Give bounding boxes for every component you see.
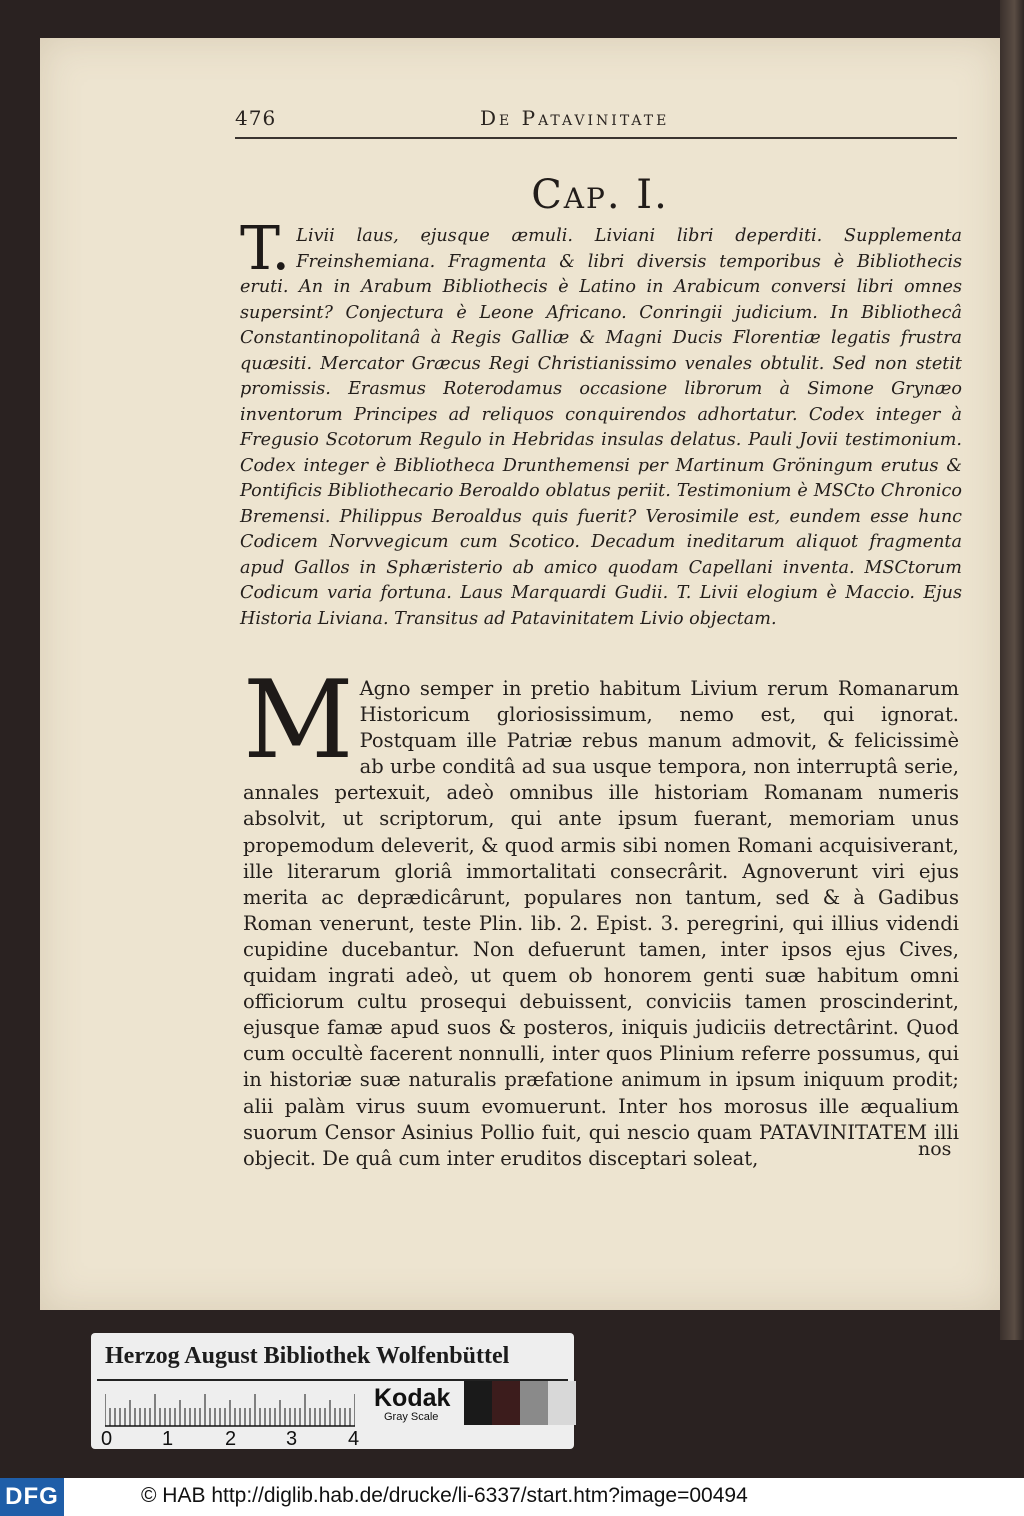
- ruler-number: 2: [225, 1428, 237, 1450]
- body-text: [243, 658, 959, 1172]
- gray-swatches: [464, 1381, 576, 1425]
- kodak-logo: Kodak: [374, 1384, 451, 1412]
- summary-text: Livii laus, ejusque æmuli. Liviani libri deperditi. Supplementa Freinshemiana. Fragmenta & libri diversis temporibus è Bibliothecis eruti. An in Arabum Bibliothecis è Latino in Arabicum conversi libri omnes supersint? Conjectura è Leone Africano. Conringii judicium. In Bibliothecâ Constantinopolitanâ à Regis Galliæ & Magni Ducis Florentiæ legatis frustra quæsiti. Mercator Græcus Regi Christianissimo venales obtulit. Sed non stetit promissis. Erasmus Roterodamus occasione librorum à Simone Grynæo inventorum Principes ad reliquos conquirendos adhortatur. Codex integer à Fregusio Scotorum Regulo in Hebridas insulas delatus. Pauli Jovii testimonium. Codex integer è Bibliotheca Drunthemensi per Martinum Gröningum erutus & Pontificis Bibliothecario Beroaldo oblatus periit. Testimonium è MSCto Chronico Bremensi. Philippus Beroaldus quis fuerit? Verosimile est, eundem esse hunc Codicem Norvvegicum cum Scotico. Decadum ineditarum aliquot fragmenta apud Gallos in Sphæristerio ab amico quodam Capellani inventa. MSCtorum Codicum varia fortuna. Laus Marquardi Gudii. T. Livii elogium è Maccio. Ejus Historia Liviana. Transitus ad Patavinitatem Livio objectam.: [240, 226, 962, 629]
- color-calibration-card: [91, 1333, 574, 1449]
- swatch: [492, 1381, 520, 1425]
- swatch: [464, 1381, 492, 1425]
- swatch: [520, 1381, 548, 1425]
- ruler-number: 4: [348, 1428, 360, 1450]
- library-name: Herzog August Bibliothek Wolfenbüttel: [105, 1343, 510, 1369]
- chapter-summary: [240, 214, 962, 632]
- catchword: nos: [918, 1138, 952, 1160]
- chapter-title: Cap. I.: [531, 172, 669, 218]
- swatch: [548, 1381, 576, 1425]
- summary-initial: T.: [240, 214, 291, 284]
- running-title: De Patavinitate: [480, 106, 670, 130]
- ruler-number: 3: [286, 1428, 298, 1450]
- body-paragraph: Agno semper in pretio habitum Livium rerum Romanarum Historicum gloriosissimum, nemo est, qui ignorat. Postquam ille Patriæ rebus manum admovit, & felicissimè ab urbe conditâ ad sua usque tempora, non interruptâ serie, annales pertexuit, adeò omnibus ille historiam Romanam numeris absolvit, ut scriptorum, qui ante ipsum fuerant, memoriam unus propemodum deleverit, & quod armis sibi nomen Romani acquisiverant, ille literarum gloriâ immortalitati consecrârit. Agnoverunt viri ejus merita ac deprædicârunt, populares non tantum, sed & à Gadibus Roman venerunt, teste Plin. lib. 2. Epist. 3. peregrini, qui illius videndi cupidine ducebantur. Non defuerunt tamen, inter ipsos ejus Cives, quidam ingrati adeò, ut quem ob honorem genti suæ habitum omni officiorum cultu prosequi debuissent, conviciis tamen proscinderint, ejusque famæ apud suos & posteros, iniquis judiciis detrectârint. Quod cum occultè facerent nonnulli, inter quos Plinium referre possumus, qui in historiæ suæ naturalis præfatione animum in ipsum iniquum prodit; alii palàm virus suum evomuerunt. Inter hos morosus ille æqualium suorum Censor Asinius Pollio fuit, qui nescio quam PATAVINITATEM illi objecit. De quâ cum inter eruditos disceptari soleat,: [243, 677, 959, 1170]
- book-edge: [1000, 0, 1024, 1340]
- body-initial: M: [243, 658, 354, 783]
- ruler-number: 0: [101, 1428, 113, 1450]
- page-header: [235, 106, 705, 130]
- header-rule: [235, 137, 957, 139]
- page-number: 476: [235, 106, 277, 130]
- ruler-number: 1: [162, 1428, 174, 1450]
- grayscale-label: Gray Scale: [384, 1411, 439, 1423]
- ruler-scale: [105, 1390, 355, 1430]
- copyright-link[interactable]: © HAB http://diglib.hab.de/drucke/li-6337/start.htm?image=00494: [141, 1484, 748, 1507]
- dfg-logo[interactable]: DFG: [0, 1478, 64, 1516]
- footer-bar: [0, 1478, 1024, 1516]
